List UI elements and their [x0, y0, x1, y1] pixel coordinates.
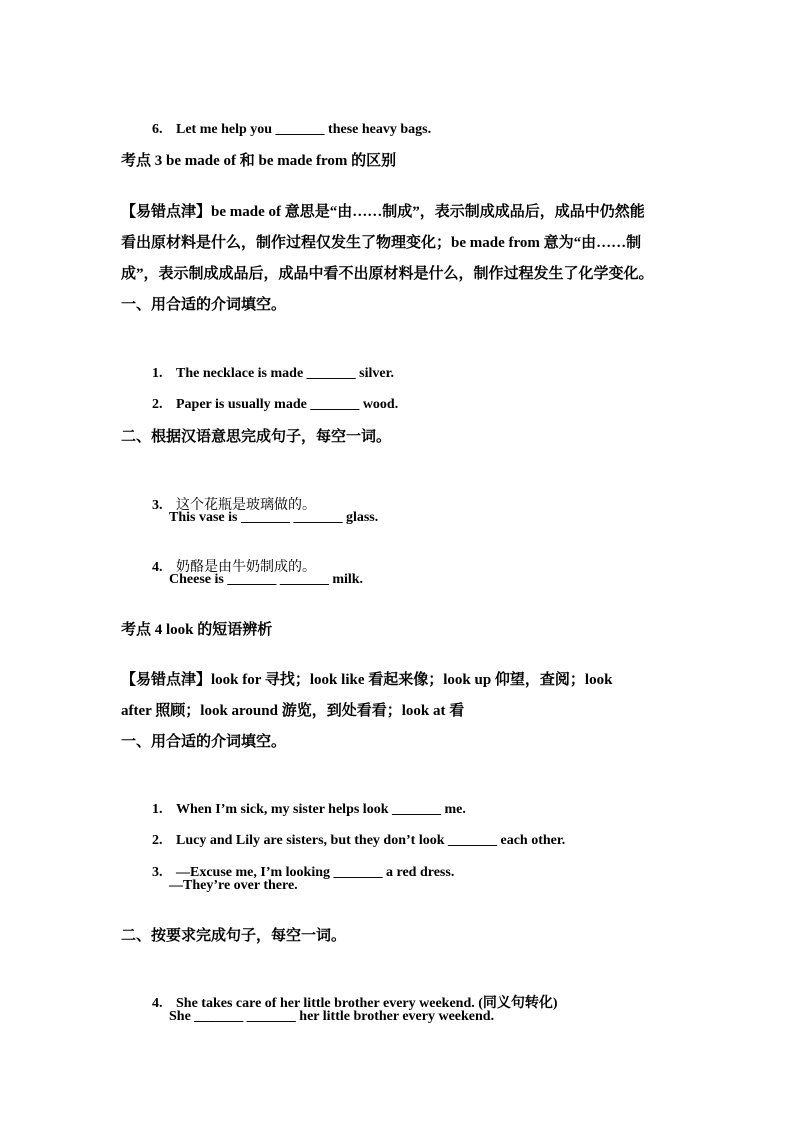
section-3-part-2-heading: 二、根据汉语意思完成句子，每空一词。 — [121, 429, 392, 445]
item-text: She takes care of her little brother every weekend. (同义句转化) — [176, 996, 558, 1011]
item-number: 6. — [152, 122, 163, 137]
item-number: 3. — [152, 865, 163, 880]
item-text: When I’m sick, my sister helps look _______ me. — [176, 802, 466, 817]
exercise-item-6 — [145, 103, 431, 139]
section-3-part-1-heading: 一、用合适的介词填空。 — [121, 297, 287, 313]
item-number: 3. — [152, 498, 163, 513]
section-4-item-4-answer: She _______ _______ her little brother every weekend. — [169, 1009, 495, 1024]
section-4-item-2 — [145, 814, 565, 850]
item-number: 2. — [152, 397, 163, 412]
item-number: 1. — [152, 802, 163, 817]
item-number: 4. — [152, 996, 163, 1011]
section-4-tip-line-2: after 照顾；look around 游览，到处看看；look at 看 — [121, 703, 465, 719]
section-4-tip-line-1: 【易错点津】look for 寻找；look like 看起来像；look up 仰望，查阅；look — [121, 672, 613, 688]
item-chinese-prompt: 这个花瓶是玻璃做的。 — [176, 497, 316, 513]
section-4-title: 考点 4 look 的短语辨析 — [121, 622, 273, 638]
section-3-title: 考点 3 be made of 和 be made from 的区别 — [121, 153, 397, 169]
section-3-tip-line-2: 看出原材料是什么，制作过程仅发生了物理变化；be made from 意为“由……制 — [121, 235, 642, 251]
section-3-item-4-answer: Cheese is _______ _______ milk. — [169, 572, 364, 587]
item-chinese-prompt: 奶酪是由牛奶制成的。 — [176, 559, 316, 575]
item-text: Lucy and Lily are sisters, but they don’t look _______ each other. — [176, 833, 566, 848]
item-number: 2. — [152, 833, 163, 848]
section-3-item-2 — [145, 378, 398, 414]
section-3-tip-line-1: 【易错点津】be made of 意思是“由……制成”，表示制成成品后，成品中仍然能 — [121, 204, 645, 220]
item-text: Paper is usually made _______ wood. — [176, 397, 399, 412]
section-4-item-3-reply: —They’re over there. — [169, 878, 298, 893]
item-text: Let me help you _______ these heavy bags. — [176, 122, 432, 137]
item-text: The necklace is made _______ silver. — [176, 366, 395, 381]
item-number: 1. — [152, 366, 163, 381]
item-number: 4. — [152, 560, 163, 575]
item-text: —Excuse me, I’m looking _______ a red dress. — [176, 865, 455, 880]
section-3-item-3-answer: This vase is _______ _______ glass. — [169, 510, 379, 525]
section-4-part-1-heading: 一、用合适的介词填空。 — [121, 734, 287, 750]
section-4-part-2-heading: 二、按要求完成句子，每空一词。 — [121, 928, 347, 944]
section-3-tip-line-3: 成”，表示制成成品后，成品中看不出原材料是什么，制作过程发生了化学变化。 — [121, 266, 654, 282]
